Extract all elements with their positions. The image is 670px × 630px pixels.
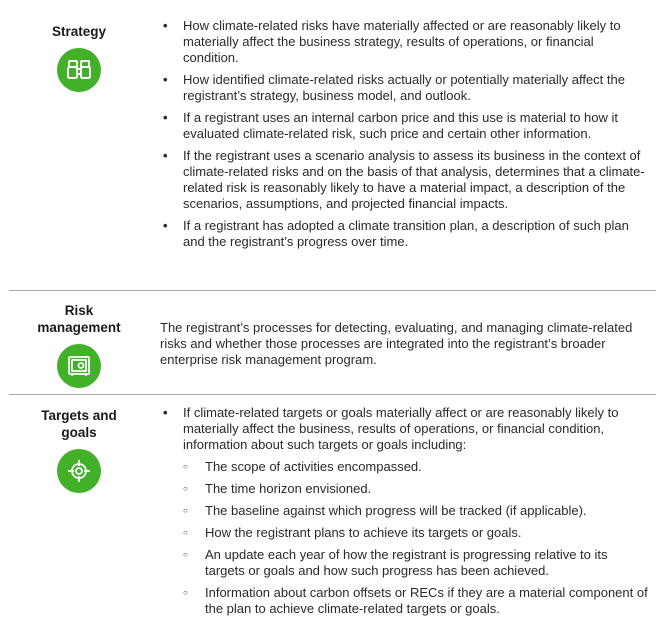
sub-list-item: ○ The scope of activities encompassed. (183, 459, 650, 475)
targets-bullet-list (160, 405, 650, 617)
strategy-label: Strategy (51, 24, 107, 39)
list-item: • How identified climate-related risks actually or potentially materially affect the registrant’s strategy, business model, and outlook. (160, 72, 650, 104)
targets-label-line1: Targets and (41, 408, 117, 423)
targets-goals-label (9, 407, 149, 441)
strategy-section (0, 0, 656, 290)
targets-intro-text: If climate-related targets or goals materially affect or are reasonably likely to materially affect the business, results of operations, or financial condition, information about such targets or goals including: (183, 405, 619, 452)
sub-list-item: ○ The time horizon envisioned. (183, 481, 650, 497)
list-item: • If a registrant has adopted a climate transition plan, a description of such plan and the registrant’s progress over time. (160, 218, 650, 250)
targets-goals-content (160, 405, 650, 623)
risk-management-section (0, 290, 656, 394)
binoculars-icon (57, 48, 101, 92)
safe-icon (57, 344, 101, 388)
list-item: • How climate-related risks have materially affected or are reasonably likely to materially affect the business strategy, results of operations, or financial condition. (160, 18, 650, 66)
sub-list-item: ○ The baseline against which progress will be tracked (if applicable). (183, 503, 650, 519)
risk-label-line2: management (37, 320, 121, 335)
sub-list-item: ○ Information about carbon offsets or RECs if they are a material component of the plan to achieve climate-related targets or goals. (183, 585, 650, 617)
list-item (160, 405, 650, 617)
list-item: • If the registrant uses a scenario analysis to assess its business in the context of climate-related risks and on the basis of that analysis, determines that a climate-related risk is reasonably likely to have a material impact, a description of the scenarios, assumptions, and projected financial impacts. (160, 148, 650, 212)
sub-list-item: ○ How the registrant plans to achieve its targets or goals. (183, 525, 650, 541)
risk-label-line1: Risk (64, 303, 94, 318)
targets-goals-section (0, 394, 656, 630)
strategy-bullet-list (160, 18, 650, 250)
targets-label-line2: goals (61, 425, 97, 440)
sub-list-item: ○ An update each year of how the registrant is progressing relative to its targets or goals and how such progress has been achieved. (183, 547, 650, 579)
list-item: • If a registrant uses an internal carbon price and this use is material to how it evaluated climate-related risk, such price and certain other information. (160, 110, 650, 142)
risk-management-text: The registrant’s processes for detecting, evaluating, and managing climate-related risks and whether those processes are integrated into the registrant’s broader enterprise risk management program. (160, 320, 633, 367)
target-icon (57, 449, 101, 493)
strategy-content (160, 18, 650, 256)
targets-sub-list (183, 459, 650, 617)
risk-management-label (9, 302, 149, 336)
risk-management-content (160, 320, 650, 368)
